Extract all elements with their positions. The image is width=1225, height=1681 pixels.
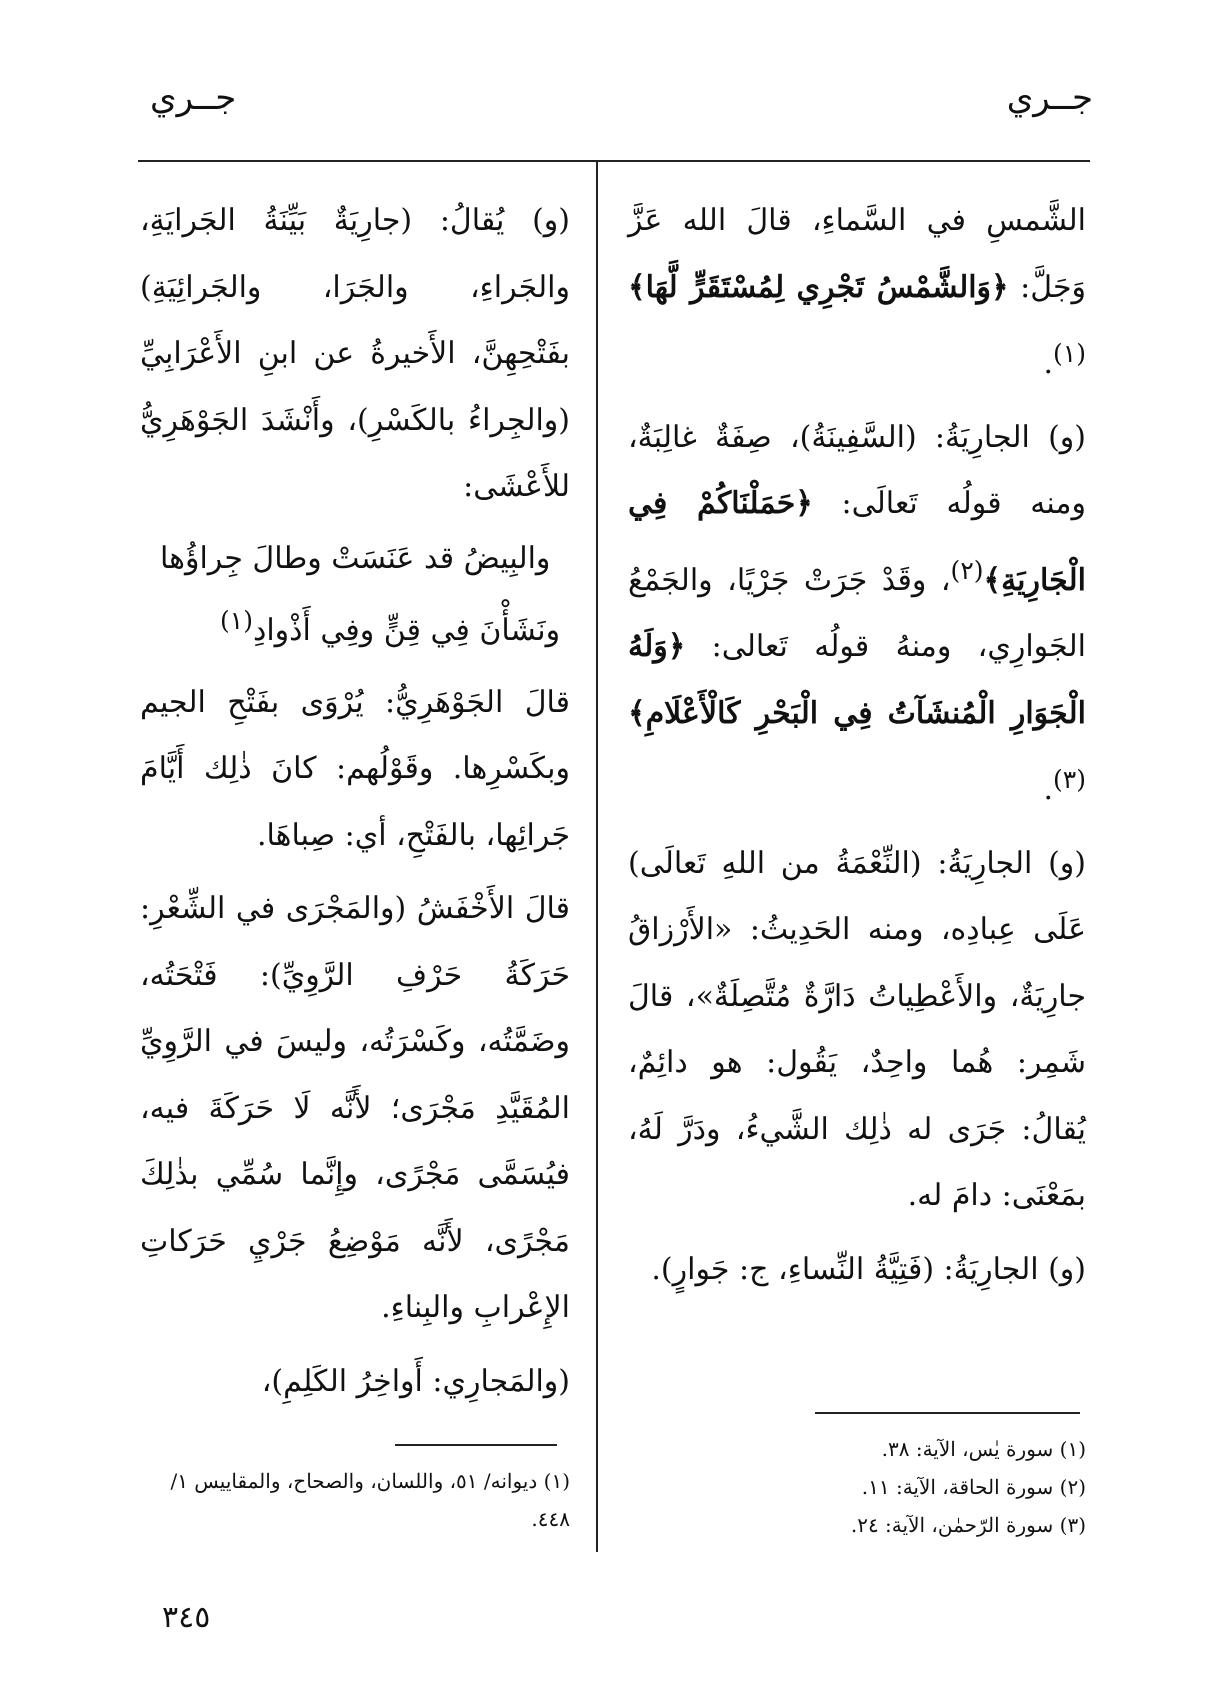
footnotes-left xyxy=(140,1462,570,1538)
footnote-ref: (٢) xyxy=(950,555,984,585)
column-divider xyxy=(596,160,598,1552)
footnote-ref: (٣) xyxy=(1053,765,1086,794)
footnote-rule xyxy=(815,1412,1080,1414)
hemistich: والبِيضُ قد عَنَسَتْ وطالَ جِراؤُها xyxy=(160,540,551,576)
footnote: (١) ديوانه/ ٥١، واللسان، والصحاح، والمقاييس ١/ ٤٤٨. xyxy=(170,1469,570,1531)
paragraph xyxy=(628,405,1086,824)
text: . xyxy=(1043,346,1054,381)
hemistich-text: ونَشَأْنَ فِي قِنٍّ وفِي أَذْوادِ xyxy=(252,612,561,648)
header-rule xyxy=(138,160,1090,162)
paragraph xyxy=(628,188,1086,398)
text: . xyxy=(1043,772,1054,807)
page-number: ٣٤٥ xyxy=(162,1600,211,1635)
quran-quote: ﴿وَلَهُ الْجَوَارِ الْمُنشَآتُ فِي الْبَحْرِ كَالْأَعْلَامِ﴾ xyxy=(628,629,1086,731)
paragraph: (و) يُقالُ: (جارِيَةٌ بَيِّنَةُ الجَرايَةِ، والجَراءِ، والجَرَا، والجَرائِيَةِ) بفَتْحِهِنَّ، الأَخيرةُ عن ابنِ الأَعْرَابِيِّ (والجِراءُ بالكَسْرِ)، وأَنْشَدَ الجَوْهَرِيُّ للأَعْشَى: xyxy=(140,203,570,504)
footnotes-right xyxy=(760,1430,1086,1544)
quran-quote: ﴿وَالشَّمْسُ تَجْرِي لِمُسْتَقَرٍّ لَّهَا﴾ xyxy=(628,269,1009,305)
paragraph: قالَ الأَخْفَشُ (والمَجْرَى في الشِّعْرِ: حَرَكَةُ حَرْفِ الرَّوِيِّ): فَتْحَتُه، وضَمَّتُه، وكَسْرَتُه، وليسَ في الرَّوِيِّ المُقَيَّدِ مَجْرَى؛ لأَنَّه لَا حَرَكَةَ فيه، فيُسَمَّى مَجْرًى، وإِنَّما سُمِّي بذٰلِكَ مَجْرًى، لأَنَّه مَوْضِعُ جَرْيِ حَرَكاتِ الإِعْرابِ والبِناءِ. xyxy=(140,891,570,1325)
hemistich xyxy=(140,590,570,662)
footnote: (٣) سورة الرّحمٰن، الآية: ٢٤. xyxy=(850,1513,1086,1537)
paragraph: (والمَجارِي: أَواخِرُ الكَلِمِ)، xyxy=(261,1363,570,1399)
left-column xyxy=(140,188,570,1422)
footnote-ref: (١) xyxy=(1053,339,1086,368)
footnote-rule xyxy=(395,1444,557,1446)
right-column xyxy=(628,188,1086,1310)
poetry-verse xyxy=(140,528,570,662)
text: الشَّمسِ في السَّماءِ، قالَ الله عَزَّ وَجَلَّ: xyxy=(628,203,1086,305)
text: (و) الجارِيَةُ: (السَّفِينَةُ)، صِفَةٌ غالِبَةٌ، ومنه قولُه تَعالَى: xyxy=(628,419,1086,521)
paragraph: (و) الجارِيَةُ: (النِّعْمَةُ من اللهِ تَعالَى) عَلَى عِبادِه، ومنه الحَدِيثُ: «الأَرْزاقُ جارِيَةٌ، والأَعْطِياتُ دَارَّةٌ مُتَّصِلَةٌ»، قالَ شَمِر: هُما واحِدٌ، يَقُول: هو دائِمٌ، يُقالُ: جَرَى له ذٰلِك الشَّيءُ، ودَرَّ لَهُ، بمَعْنَى: دامَ له. xyxy=(628,845,1086,1213)
running-header-left: جــري xyxy=(150,78,237,118)
running-header-right: جــري xyxy=(1006,78,1093,118)
text: ، وقَدْ جَرَتْ جَرْيًا، والجَمْعُ الجَوارِي، ومنهُ قولُه تَعالى: xyxy=(628,562,1086,664)
paragraph: قالَ الجَوْهَرِيُّ: يُرْوَى بفَتْحِ الجيم وبكَسْرِها. وقَوْلُهم: كانَ ذٰلِك أَيَّامَ جَرائِها، بالفَتْحِ، أي: صِباهَا. xyxy=(140,684,570,853)
paragraph: (و) الجارِيَةُ: (فَتِيَّةُ النِّساءِ، ج: جَوارٍ). xyxy=(651,1251,1086,1287)
footnote: (٢) سورة الحاقة، الآية: ١١. xyxy=(861,1475,1086,1499)
quran-quote: ﴿حَمَلْنَاكُمْ فِي الْجَارِيَةِ﴾ xyxy=(628,486,1086,598)
footnote: (١) سورة يٰس، الآية: ٣٨. xyxy=(881,1437,1086,1461)
footnote-ref: (١) xyxy=(220,605,253,635)
